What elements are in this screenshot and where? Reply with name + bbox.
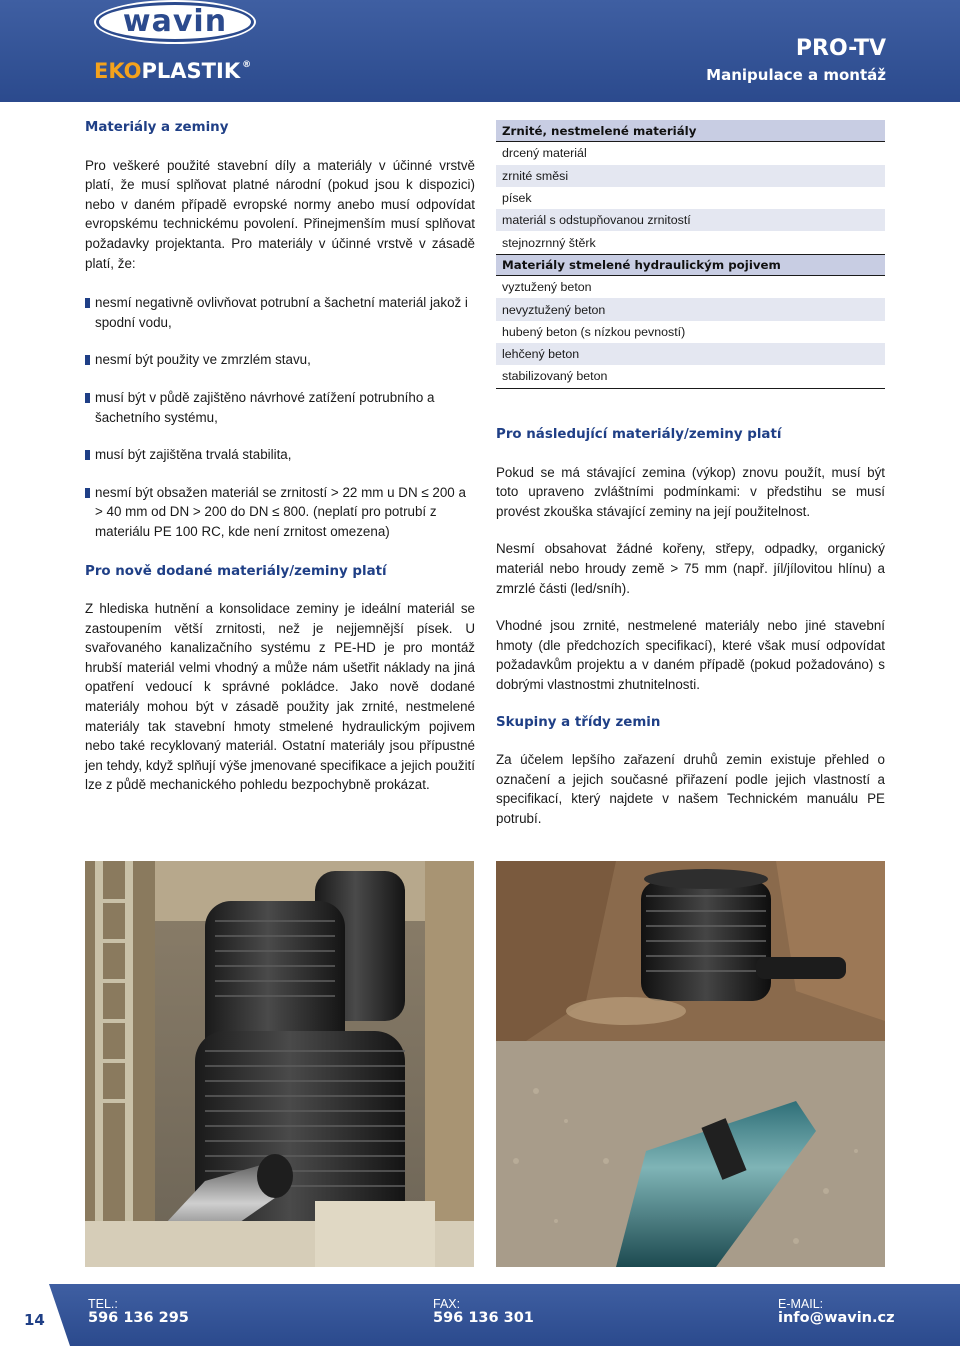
ekoplastik-logo-plastik: PLASTIK [141,59,241,83]
tel-value: 596 136 295 [88,1310,189,1326]
bullet-square-icon [85,488,90,498]
left-column [85,118,475,795]
table-row: materiál s odstupňovanou zrnitostí [496,209,885,231]
table-row: vyztužený beton [496,276,885,298]
requirement-bullet [85,445,475,465]
table-row: drcený materiál [496,142,885,164]
trench-manholes-photo [85,861,474,1267]
bullet-square-icon [85,355,90,365]
ekoplastik-logo [94,58,251,84]
intro-paragraph [85,156,475,274]
soil-groups-paragraph: Za účelem lepšího zařazení druhů zemin existuje přehled o označení a jejich současné přiřazení podle jejich vlastností a specifikací, který najdete v našem Technickém manuálu PE potrubí. [496,752,885,826]
materials-table [496,120,885,389]
fax-value: 596 136 301 [433,1310,534,1326]
table-row: lehčený beton [496,343,885,365]
bullet-square-icon [85,298,90,308]
table-row: hubený beton (s nízkou pevností) [496,321,885,343]
table-row: písek [496,187,885,209]
requirement-bullet [85,483,475,542]
new-materials-paragraph: Z hlediska hutnění a konsolidace zeminy je ideální materiál se zastoupením větší zrnitosti, než je nejjemnější písek. U svařovaného kanalizačního systému z PE-HD je pro montáž hrubší materiál velmi vhodný a může nám ušetřit náklady na jiná opatření vedoucí k správné pokládce. Jako nově dodané materiály mohou být v zásadě použity jak zrnité, nestmelené materiály tak stavební hmoty stmelené hydraulickým pojivem nebo také recyklovaný materiál. Ostatní materiály jsou přípustné jen tehdy, když splňují výše jmenované specifikace a jejich použití lze z půdě mechanického pohledu bezpochybně prokázat. [85,601,475,793]
table-group-header: Zrnité, nestmelené materiály [496,120,885,142]
table-row: stabilizovaný beton [496,365,885,387]
email-link[interactable]: info@wavin.cz [778,1310,895,1326]
existing-soil-paragraph: Pokud se má stávající zemina (výkop) znovu použít, musí být toto upraveno zvláštními podmínkami: v předstihu se musí provést zkouška stávající zeminy na její použitelnost. [496,464,885,519]
right-column [496,425,885,829]
bullet-text: musí být zajištěna trvalá stabilita, [95,447,292,463]
page-header [0,0,960,102]
fax-label: FAX: [433,1297,461,1311]
wavin-logo [96,2,254,42]
ekoplastik-logo-eko: EKO [94,59,142,83]
table-row: nevyztužený beton [496,298,885,320]
bullet-square-icon [85,393,90,403]
exclusions-paragraph: Nesmí obsahovat žádné kořeny, střepy, odpadky, organický materiál nebo hroudy země > 75 mm (např. jíl/jílovitou hlínu) a zmrzlé části (led/sníh). [496,541,885,596]
bullet-text: nesmí negativně ovlivňovat potrubní a šachetní materiál jakož i spodní vodu, [95,295,468,330]
pipe-installation-photo [496,861,885,1267]
intro-text-a: Pro veškeré použité stavební díly a materiály v účinné vrstvě platí, že musí splňovat platné národní (pokud jsou k dispozici) nebo v daném případě evropské normy anebo musí odpovídat evropskému technickému povolení. Přinejmenším musí splňovat požadavky projektanta. [85,157,475,251]
requirement-bullet [85,293,475,332]
requirement-bullet [85,388,475,427]
registered-mark: ® [242,60,252,70]
section-heading-soil-groups: Skupiny a třídy zemin [496,714,661,730]
company-logo [86,0,264,102]
bullet-text: nesmí být obsažen materiál se zrnitostí > 22 mm u DN ≤ 200 a > 40 mm od DN > 200 do DN ≤ 800. (neplatí pro potrubí z materiálu PE 100 RC, kde není zrnitost omezena) [95,484,466,539]
page-number: 14 [24,1311,45,1329]
section-heading-new-materials: Pro nově dodané materiály/zeminy platí [85,563,387,579]
email-label: E-MAIL: [778,1297,824,1311]
header-title: PRO-TV [795,36,886,61]
table-group-header: Materiály stmelené hydraulickým pojivem [496,254,885,276]
section-heading-materials: Materiály a zeminy [85,120,229,135]
requirement-bullet [85,350,475,370]
intro-text-b: Pro materiály v účinné vrstvě v zásadě platí, že: [85,235,475,271]
table-row: zrnité směsi [496,165,885,187]
suitable-materials-paragraph: Vhodné jsou zrnité, nestmelené materiály nebo jiné stavební hmoty (dle předchozích specifikací), které však musí odpovídat požadavkům projektu a v daném případě (pokud požadováno) s dobrými vlastnostmi zhutnitelnosti. [496,618,885,692]
header-subtitle: Manipulace a montáž [706,66,886,84]
bullet-square-icon [85,450,90,460]
bullet-text: musí být v půdě zajištěno návrhové zatížení potrubního a šachetního systému, [95,389,435,425]
section-heading-existing-materials: Pro následující materiály/zeminy platí [496,427,782,442]
tel-label: TEL.: [88,1297,118,1311]
wavin-logo-text: wavin [122,4,228,39]
table-row: stejnozrnný štěrk [496,231,885,253]
bullet-text: nesmí být použity ve zmrzlém stavu, [95,352,311,368]
